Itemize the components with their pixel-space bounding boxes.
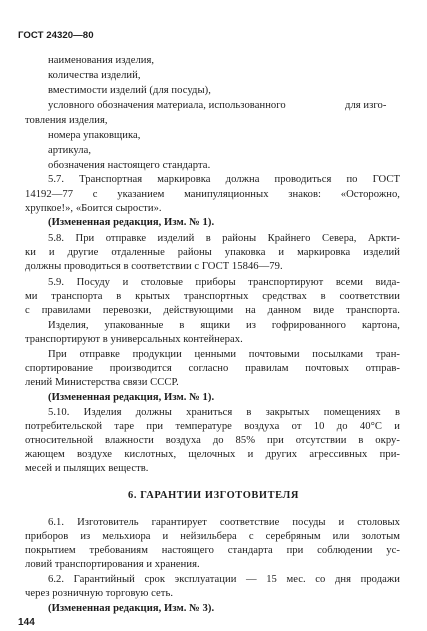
section-heading: 6. ГАРАНТИИ ИЗГОТОВИТЕЛЯ [128,490,299,501]
paragraph-line: 5.8. При отправке изделий в районы Крайнего Севера, Аркти- [48,233,400,244]
page-number: 144 [18,617,35,628]
amendment-note: (Измененная редакция, Изм. № 3). [48,603,215,614]
paragraph-line: ки и другие отдаленные районы упаковка и маркировка изделий [25,247,400,258]
running-header: ГОСТ 24320—80 [18,30,94,41]
paragraph-line: 5.7. Транспортная маркировка должна проводиться по ГОСТ [48,174,400,185]
paragraph-line: ловий транспортирования и хранения. [25,559,200,570]
paragraph-line: через розничную торговую сеть. [25,588,174,599]
paragraph-line: с правилами перевозки, действующими на данном виде транспорта. [25,305,400,316]
paragraph-line: месей и пылящих веществ. [25,463,149,474]
paragraph-line: спортирование производится согласно правилам почтовых отправ- [25,363,400,374]
paragraph-line: ми транспорта в крытых транспортных средствах в соответствии [25,291,400,302]
paragraph-line: 6.2. Гарантийный срок эксплуатации — 15 мес. со дня продажи [48,574,400,585]
amendment-note: (Измененная редакция, Изм. № 1). [48,217,215,228]
paragraph-line: 5.9. Посуду и столовые приборы транспортируют всеми вида- [48,277,400,288]
paragraph-line: При отправке продукции ценными почтовыми посылками тран- [48,349,400,360]
paragraph-line: приборов из мельхиора и нейзильбера с серебряным или золотым [25,531,400,542]
list-item: номера упаковщика, [48,130,141,141]
paragraph-line: относительной влажности воздуха до 85% при отсутствии в окру- [25,435,400,446]
list-item: обозначения настоящего стандарта. [48,160,211,171]
paragraph-line: транспортируют в универсальных контейнерах. [25,334,243,345]
paragraph-line: потребительской таре при температуре воздуха от 10 до 40°С и [25,421,400,432]
paragraph-line: 14192—77 с указанием манипуляционных знаков: «Осторожно, [25,189,400,200]
paragraph-line: хрупкое!», «Боится сырости». [25,203,162,214]
paragraph-line: Изделия, упакованные в ящики из гофрированного картона, [48,320,400,331]
list-item: артикула, [48,145,92,156]
paragraph-line: покрытием требованиям настоящего стандарта при соблюдении ус- [25,545,400,556]
list-item: вместимости изделий (для посуды), [48,85,211,96]
paragraph-line: 6.1. Изготовитель гарантирует соответствие посуды и столовых [48,517,400,528]
list-item: количества изделий, [48,70,141,81]
paragraph-line: должны проводиться в соответствии с ГОСТ 15846—79. [25,261,283,272]
list-item: условного обозначения материала, использованного [48,100,286,111]
list-item: наименования изделия, [48,55,155,66]
paragraph-line: 5.10. Изделия должны храниться в закрытых помещениях в [48,407,400,418]
list-item: для изго- [345,100,387,111]
paragraph-line: лений Министерства связи СССР. [25,377,179,388]
amendment-note: (Измененная редакция, Изм. № 1). [48,392,215,403]
list-item: товления изделия, [25,115,108,126]
paragraph-line: жающем воздухе кислотных, щелочных и других агрессивных при- [25,449,400,460]
